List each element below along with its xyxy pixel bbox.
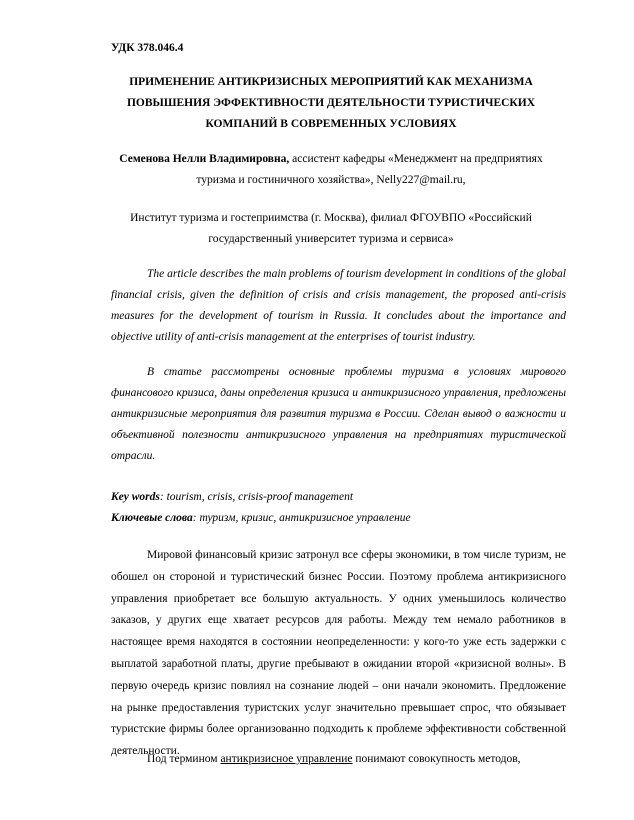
abstract-russian: В статье рассмотрены основные проблемы туризма в условиях мирового финансового кризиса, даны определения кризиса и антикризисного управления, предложены антикризисные мероприятия для развития туризма в России. Сделан вывод о важности и объективной полезности антикризисного управления на предприятиях туристической отрасли.: [111, 366, 566, 462]
author-position: ассистент кафедры «Менеджмент на предприятиях туризма и гостиничного хозяйства», Nelly227@mail.ru,: [196, 153, 543, 186]
keywords-russian-label: Ключевые слова: [111, 512, 193, 524]
keywords-russian-text: : туризм, кризис, антикризисное управление: [192, 512, 411, 524]
author-info: [100, 149, 562, 191]
institute-info: Институт туризма и гостеприимства (г. Москва), филиал ФГОУВПО «Российский государственный университет туризма и сервиса»: [130, 212, 532, 245]
article-title: [100, 72, 562, 135]
abstract-english: The article describes the main problems of tourism development in conditions of the global financial crisis, given the definition of crisis and crisis management, the proposed anti-crisis measures for the development of tourism in Russia. It concludes about the importance and objective utility of anti-crisis management at the enterprises of tourist industry.: [111, 268, 566, 343]
keywords-english: [111, 487, 566, 508]
keywords-russian: [111, 508, 566, 529]
keywords-english-label: Key words: [111, 491, 160, 503]
title-line-2: ПОВЫШЕНИЯ ЭФФЕКТИВНОСТИ ДЕЯТЕЛЬНОСТИ ТУРИСТИЧЕСКИХ: [126, 97, 536, 109]
udk-code: УДК 378.046.4: [111, 42, 184, 54]
body-paragraph-2: [111, 749, 566, 771]
body-paragraph-1: Мировой финансовый кризис затронул все сферы экономики, в том числе туризм, не обошел он стороной и туристический бизнес России. Поэтому проблема антикризисного управления приобретает все большую актуальность. У одних уменьшилось количество заказов, у других еще хватает ресурсов для работы. Между тем немало работников в настоящее время находятся в состоянии неопределенности: у кого-то уже есть задержки с выплатой заработной платы, другие пребывают в ожидании второй «кризисной волны». В первую очередь кризис повлиял на сознание людей – они начали экономить. Предложение на рынке предоставления туристских услуг значительно превышает спрос, что обязывает туристские фирмы более организованно подходить к проблеме эффективности собственной деятельности.: [111, 549, 566, 758]
paragraph-2-end: понимают совокупность методов,: [352, 753, 521, 765]
title-line-1: ПРИМЕНЕНИЕ АНТИКРИЗИСНЫХ МЕРОПРИЯТИЙ КАК МЕХАНИЗМА: [129, 76, 533, 88]
title-line-3: КОМПАНИЙ В СОВРЕМЕННЫХ УСЛОВИЯХ: [205, 118, 457, 130]
author-name: Семенова Нелли Владимировна,: [119, 153, 290, 165]
paragraph-2-start: Под термином: [147, 753, 221, 765]
term-underlined: антикризисное управление: [220, 753, 353, 765]
keywords-english-text: : tourism, crisis, crisis-proof management: [159, 491, 354, 503]
